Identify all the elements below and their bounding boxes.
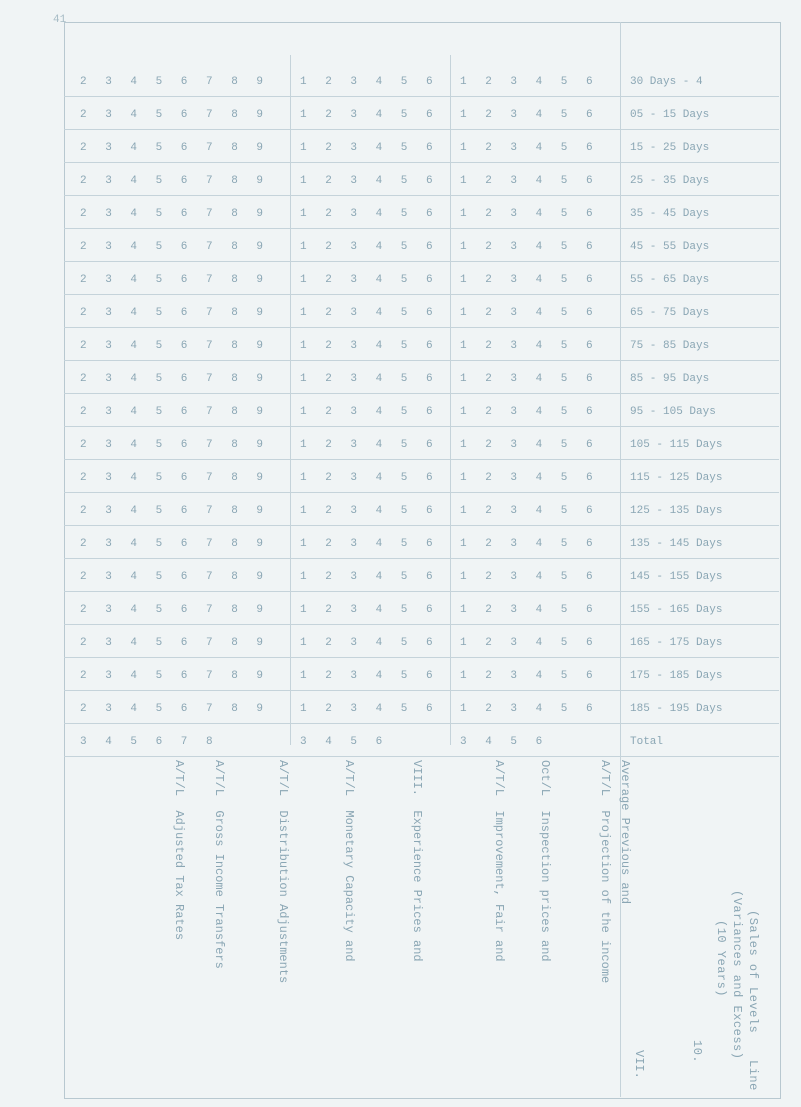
table-cell: 3 4 5 6	[460, 736, 549, 748]
row-rule	[64, 228, 779, 229]
stub-label: A/T/L Gross Income Transfers	[212, 760, 226, 969]
table-cell: 2 3 4 5 6 7 8 9	[80, 604, 270, 616]
row-label: 45 - 55 Days	[630, 241, 710, 253]
row-label: 35 - 45 Days	[630, 208, 710, 220]
table-cell: 1 2 3 4 5 6	[300, 703, 439, 715]
table-cell: 1 2 3 4 5 6	[460, 274, 599, 286]
table-cell: 1 2 3 4 5 6	[460, 604, 599, 616]
row-rule	[64, 195, 779, 196]
row-rule	[64, 756, 779, 757]
table-cell: 2 3 4 5 6 7 8 9	[80, 538, 270, 550]
row-label: 85 - 95 Days	[630, 373, 710, 385]
row-rule	[64, 558, 779, 559]
table-cell: 2 3 4 5 6 7 8 9	[80, 505, 270, 517]
table-cell: 1 2 3 4 5 6	[460, 439, 599, 451]
row-rule	[64, 591, 779, 592]
table-cell: 1 2 3 4 5 6	[460, 571, 599, 583]
row-label: 115 - 125 Days	[630, 472, 723, 484]
table-cell: 1 2 3 4 5 6	[300, 241, 439, 253]
table-cell: 1 2 3 4 5 6	[300, 307, 439, 319]
stub-label: VIII. Experience Prices and	[410, 760, 424, 962]
table-cell: 1 2 3 4 5 6	[300, 670, 439, 682]
row-rule	[64, 327, 779, 328]
table-cell: 2 3 4 5 6 7 8 9	[80, 406, 270, 418]
row-label: 25 - 35 Days	[630, 175, 710, 187]
header-code-2: Line	[746, 1060, 760, 1091]
table-cell: 1 2 3 4 5 6	[300, 109, 439, 121]
table-cell: 2 3 4 5 6 7 8 9	[80, 274, 270, 286]
row-label: 155 - 165 Days	[630, 604, 723, 616]
table-cell: 2 3 4 5 6 7 8 9	[80, 208, 270, 220]
table-cell: 1 2 3 4 5 6	[300, 571, 439, 583]
table-cell: 1 2 3 4 5 6	[300, 538, 439, 550]
row-label: 165 - 175 Days	[630, 637, 723, 649]
table-cell: 3 4 5 6	[300, 736, 389, 748]
row-rule	[64, 360, 779, 361]
table-cell: 2 3 4 5 6 7 8 9	[80, 703, 270, 715]
table-cell: 1 2 3 4 5 6	[300, 274, 439, 286]
row-rule	[64, 162, 779, 163]
table-cell: 1 2 3 4 5 6	[460, 406, 599, 418]
table-cell: 2 3 4 5 6 7 8 9	[80, 109, 270, 121]
table-cell: 1 2 3 4 5 6	[300, 472, 439, 484]
table-cell: 1 2 3 4 5 6	[300, 373, 439, 385]
row-label: 65 - 75 Days	[630, 307, 710, 319]
stub-label: A/T/L Monetary Capacity and	[342, 760, 356, 962]
stub-label: A/T/L Distribution Adjustments	[276, 760, 290, 984]
row-label: 135 - 145 Days	[630, 538, 723, 550]
row-rule	[64, 492, 779, 493]
row-rule	[64, 426, 779, 427]
table-cell: 1 2 3 4 5 6	[460, 241, 599, 253]
table-cell: 2 3 4 5 6 7 8 9	[80, 340, 270, 352]
table-cell: 1 2 3 4 5 6	[460, 505, 599, 517]
row-rule	[64, 723, 779, 724]
table-cell: 1 2 3 4 5 6	[460, 637, 599, 649]
table-cell: 1 2 3 4 5 6	[460, 142, 599, 154]
column-divider	[620, 22, 621, 1097]
row-label: 145 - 155 Days	[630, 571, 723, 583]
table-cell: 1 2 3 4 5 6	[460, 76, 599, 88]
table-cell: 1 2 3 4 5 6	[460, 373, 599, 385]
stub-label: A/T/L Adjusted Tax Rates	[172, 760, 186, 941]
row-rule	[64, 393, 779, 394]
table-cell: 1 2 3 4 5 6	[300, 439, 439, 451]
row-rule	[64, 261, 779, 262]
row-label: 125 - 135 Days	[630, 505, 723, 517]
row-rule	[64, 459, 779, 460]
column-divider	[450, 55, 451, 745]
table-cell: 1 2 3 4 5 6	[300, 76, 439, 88]
table-cell: 1 2 3 4 5 6	[460, 703, 599, 715]
table-cell: 1 2 3 4 5 6	[300, 208, 439, 220]
table-cell: 1 2 3 4 5 6	[460, 538, 599, 550]
table-cell: 1 2 3 4 5 6	[460, 307, 599, 319]
header-line-1: (Sales of Levels	[746, 910, 760, 1034]
table-cell: 2 3 4 5 6 7 8 9	[80, 637, 270, 649]
row-label: Total	[630, 736, 664, 748]
row-label: 105 - 115 Days	[630, 439, 723, 451]
row-label: 05 - 15 Days	[630, 109, 710, 121]
stub-label: Average Previous and	[618, 760, 632, 905]
stub-label: A/T/L Projection of the income	[598, 760, 612, 984]
table-cell: 1 2 3 4 5 6	[300, 175, 439, 187]
table-cell: 1 2 3 4 5 6	[300, 604, 439, 616]
row-rule	[64, 525, 779, 526]
row-label: 185 - 195 Days	[630, 703, 723, 715]
table-cell: 1 2 3 4 5 6	[300, 505, 439, 517]
table-cell: 2 3 4 5 6 7 8 9	[80, 439, 270, 451]
table-cell: 2 3 4 5 6 7 8 9	[80, 241, 270, 253]
row-label: 55 - 65 Days	[630, 274, 710, 286]
table-cell: 2 3 4 5 6 7 8 9	[80, 670, 270, 682]
header-code-1: 10.	[690, 1040, 704, 1064]
row-rule	[64, 657, 779, 658]
row-rule	[64, 624, 779, 625]
stub-label: Oct/L Inspection prices and	[538, 760, 552, 962]
table-cell: 2 3 4 5 6 7 8 9	[80, 472, 270, 484]
table-cell: 2 3 4 5 6 7 8 9	[80, 175, 270, 187]
table-cell: 1 2 3 4 5 6	[460, 472, 599, 484]
table-cell: 3 4 5 6 7 8	[80, 736, 219, 748]
page-number: 41	[53, 14, 67, 26]
table-cell: 2 3 4 5 6 7 8 9	[80, 307, 270, 319]
table-cell: 2 3 4 5 6 7 8 9	[80, 76, 270, 88]
table-cell: 2 3 4 5 6 7 8 9	[80, 142, 270, 154]
table-cell: 1 2 3 4 5 6	[460, 340, 599, 352]
table-cell: 2 3 4 5 6 7 8 9	[80, 571, 270, 583]
row-label: 75 - 85 Days	[630, 340, 710, 352]
row-label: 95 - 105 Days	[630, 406, 716, 418]
table-cell: 1 2 3 4 5 6	[300, 142, 439, 154]
header-line-3: (10 Years)	[714, 920, 728, 998]
row-rule	[64, 690, 779, 691]
column-divider	[290, 55, 291, 745]
row-label: 30 Days - 4	[630, 76, 703, 88]
row-rule	[64, 129, 779, 130]
table-cell: 1 2 3 4 5 6	[460, 109, 599, 121]
table-cell: 1 2 3 4 5 6	[460, 670, 599, 682]
table-cell: 1 2 3 4 5 6	[300, 637, 439, 649]
stub-label: A/T/L Improvement, Fair and	[492, 760, 506, 962]
table-cell: 1 2 3 4 5 6	[300, 340, 439, 352]
row-label: 15 - 25 Days	[630, 142, 710, 154]
row-rule	[64, 96, 779, 97]
header-line-2: (Variances and Excess)	[730, 890, 744, 1060]
row-label: 175 - 185 Days	[630, 670, 723, 682]
row-rule	[64, 294, 779, 295]
table-cell: 1 2 3 4 5 6	[300, 406, 439, 418]
stub-label: VII.	[632, 1050, 646, 1079]
table-cell: 1 2 3 4 5 6	[460, 208, 599, 220]
table-cell: 2 3 4 5 6 7 8 9	[80, 373, 270, 385]
table-cell: 1 2 3 4 5 6	[460, 175, 599, 187]
